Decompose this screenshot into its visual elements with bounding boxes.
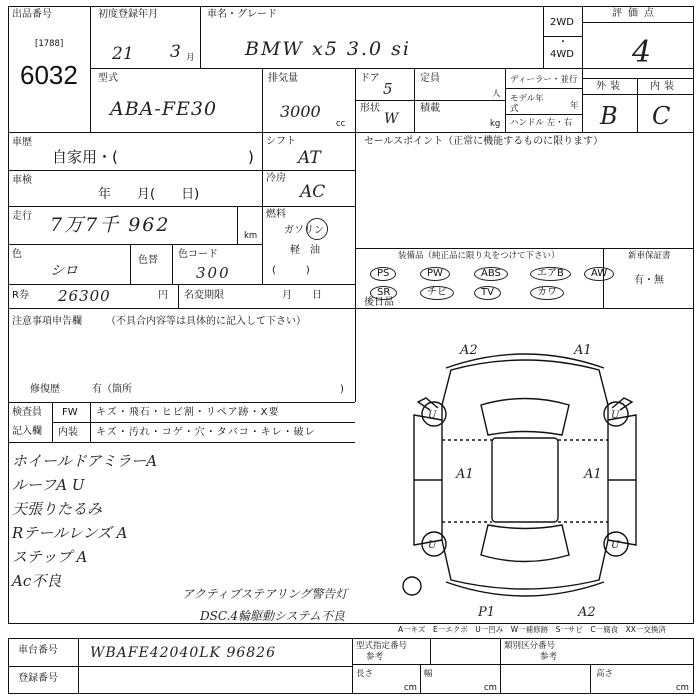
equipment-item-2: ABS [474,267,508,281]
handwritten-note: Ac不良 [12,572,62,590]
dealer-label: ディーラー・並行 [510,75,578,85]
equipment-item-1: PW [420,267,450,281]
fw-items: キズ・飛石・ヒビ割・リペア跡・X要 [96,407,280,418]
model-year-unit: 年 [570,101,579,111]
fuel-petrol: ガソリン [284,225,324,236]
reg-year: 21 [112,44,134,64]
length-label: 長さ [356,669,374,679]
history-value: 自家用・( [52,148,118,166]
equipment-item-b-2: TV [474,286,501,300]
cert-label: 型式指定番号 [356,641,408,651]
exterior-label: 外装 [596,81,624,92]
diagram-legend: A一キズ E一エクボ U一凹み W一補修跡 S一サビ C一腐食 XX一交換済 [398,625,666,634]
chassis-label: 車台番号 [18,645,58,656]
doors-value: 5 [383,80,393,98]
color-change-label: 色替 [138,255,158,266]
inspection-value: 年 月( 日) [98,187,200,202]
later-label: 後日品 [364,297,394,308]
displacement-value: 3000 [280,102,321,121]
chassis-value: WBAFE42040LK 96826 [90,645,276,661]
repair-value: 有（箇所 [92,384,132,395]
warranty-value: 有・無 [634,275,664,286]
model-grade-label: 車名・グレード [207,9,277,20]
rear-window [481,525,569,562]
class-label: 類別区分番号 [504,641,556,651]
width-unit: cm [484,683,497,693]
shift-label: シフト [266,136,296,147]
mileage-label: 走行 [12,211,32,222]
exterior-grade: B [600,102,618,130]
equipment-item-b-0: SR [370,286,397,300]
width-label: 幅 [424,669,433,679]
lot-number: 6032 [20,60,78,90]
equipment-item-b-3: カワ [530,286,564,300]
interior-items: キズ・汚れ・コゲ・穴・タバコ・キレ・破レ [96,427,316,438]
ref-label: 参考 [366,652,384,662]
handwritten-note: ホイールドアミラーA [12,452,158,470]
evaluation-score: 4 [632,35,652,70]
fw-label: FW [62,407,78,418]
color-label: 色 [12,249,22,260]
load-unit: kg [490,119,501,129]
notes-label: 注意事項申告欄 [12,316,82,327]
wheel-mark-rr: U [611,540,620,551]
displacement-label: 排気量 [268,73,298,84]
reg-month-unit: 月 [186,53,195,63]
lot-label: 出品番号 [12,9,52,20]
drive-2wd: 2WD [550,17,574,28]
equipment-item-3: エアB [530,267,571,281]
drive-mark: ・ [558,37,568,48]
type-value: ABA-FE30 [110,98,218,120]
roof [492,438,558,522]
color-value: シロ [50,263,78,279]
windshield [481,399,569,436]
capacity-unit: 人 [492,89,501,99]
fuel-petrol-circle [306,218,328,240]
name-change-value: 月 日 [282,290,322,301]
registration-label: 登録番号 [18,673,58,684]
option-note-1: アクティブステアリング警告灯 [182,587,348,601]
equipment-row-1 [370,264,608,282]
wheel-mark-fr: U [611,410,620,421]
damage-mark-rear-left: P1 [478,605,496,620]
handwritten-note: Rテールレンズ A [12,524,128,542]
wheel-mark-fl: U [428,410,437,421]
drive-4wd: 4WD [550,49,574,60]
shape-value: W [384,111,399,127]
color-code-value: 300 [196,264,231,282]
shape-label: 形状 [360,103,380,114]
recycle-unit: 円 [158,290,168,301]
spare-tire [403,577,421,595]
mileage-value: 7万7千 962 [50,214,171,236]
warranty-label: 新車保証書 [628,251,671,261]
interior-grade: C [652,102,671,130]
name-change-label: 名変期限 [184,290,224,301]
recycle-value: 26300 [58,287,111,305]
damage-mark-front-left: A2 [460,343,478,358]
doors-label: ドア [360,73,380,84]
history-close: ) [248,148,254,166]
handle-label: ハンドル 左・右 [510,118,573,128]
equipment-item-4: AW [584,267,614,281]
type-label: 型式 [98,73,118,84]
color-code-label: 色コード [178,249,218,260]
load-label: 積載 [420,103,440,114]
ac-label: 冷房 [266,173,286,184]
evaluation-label: 評価点 [612,8,660,19]
first-reg-label: 初度登録年月 [98,9,158,20]
damage-mark-rear-right: A2 [578,605,596,620]
recycle-label: R券 [12,290,29,301]
wheel-mark-rl: U [428,540,437,551]
interior-label: 内装 [650,81,678,92]
mileage-unit: km [244,231,258,241]
equipment-item-0: PS [370,267,396,281]
inspection-label: 車検 [12,175,32,186]
car-damage-diagram [356,310,694,624]
handwritten-note: 天張りたるみ [12,500,103,518]
inspector-interior-label: 内装 [58,427,78,438]
notes-hint: （不具合内容等は具体的に記入して下さい） [106,316,306,327]
damage-mark-right-side: A1 [584,467,602,482]
inspector-label-2: 記入欄 [12,426,42,437]
inspector-label-1: 検査員 [12,407,42,418]
model-grade: BMW x5 3.0 si [245,38,411,60]
equipment-label: 装備品（純正品に限り丸をつけて下さい） [398,251,560,261]
equipment-row-2 [370,283,600,301]
option-note-2: DSC.4輪駆動システム不良 [200,609,345,623]
history-label: 車歴 [12,137,32,148]
reg-month: 3 [170,42,181,62]
height-unit: cm [676,683,689,693]
fuel-other: ( ) [272,265,310,276]
shift-value: AT [298,148,321,168]
equipment-item-b-1: チビ [420,286,454,300]
model-year-label: モデル年式 [510,94,544,114]
height-label: 高さ [596,669,614,679]
auction-code: [1788] [35,39,64,49]
handwritten-notes [10,448,350,608]
displacement-unit: cc [336,119,346,129]
handwritten-note: ルーフA U [12,476,85,494]
handwritten-note: ステップ A [12,548,88,566]
repair-close: ) [340,384,344,395]
capacity-label: 定員 [420,73,440,84]
length-unit: cm [404,683,417,693]
repair-label: 修復歴 [30,384,60,395]
ac-value: AC [300,182,326,202]
damage-mark-front-right: A1 [574,343,592,358]
fuel-label: 燃料 [266,209,286,220]
sales-point-label: セールスポイント（正常に機能するものに限ります） [364,136,604,147]
fuel-diesel: 軽 油 [290,245,320,256]
ref2-label: 参考 [540,652,558,662]
damage-mark-left-side: A1 [456,467,474,482]
